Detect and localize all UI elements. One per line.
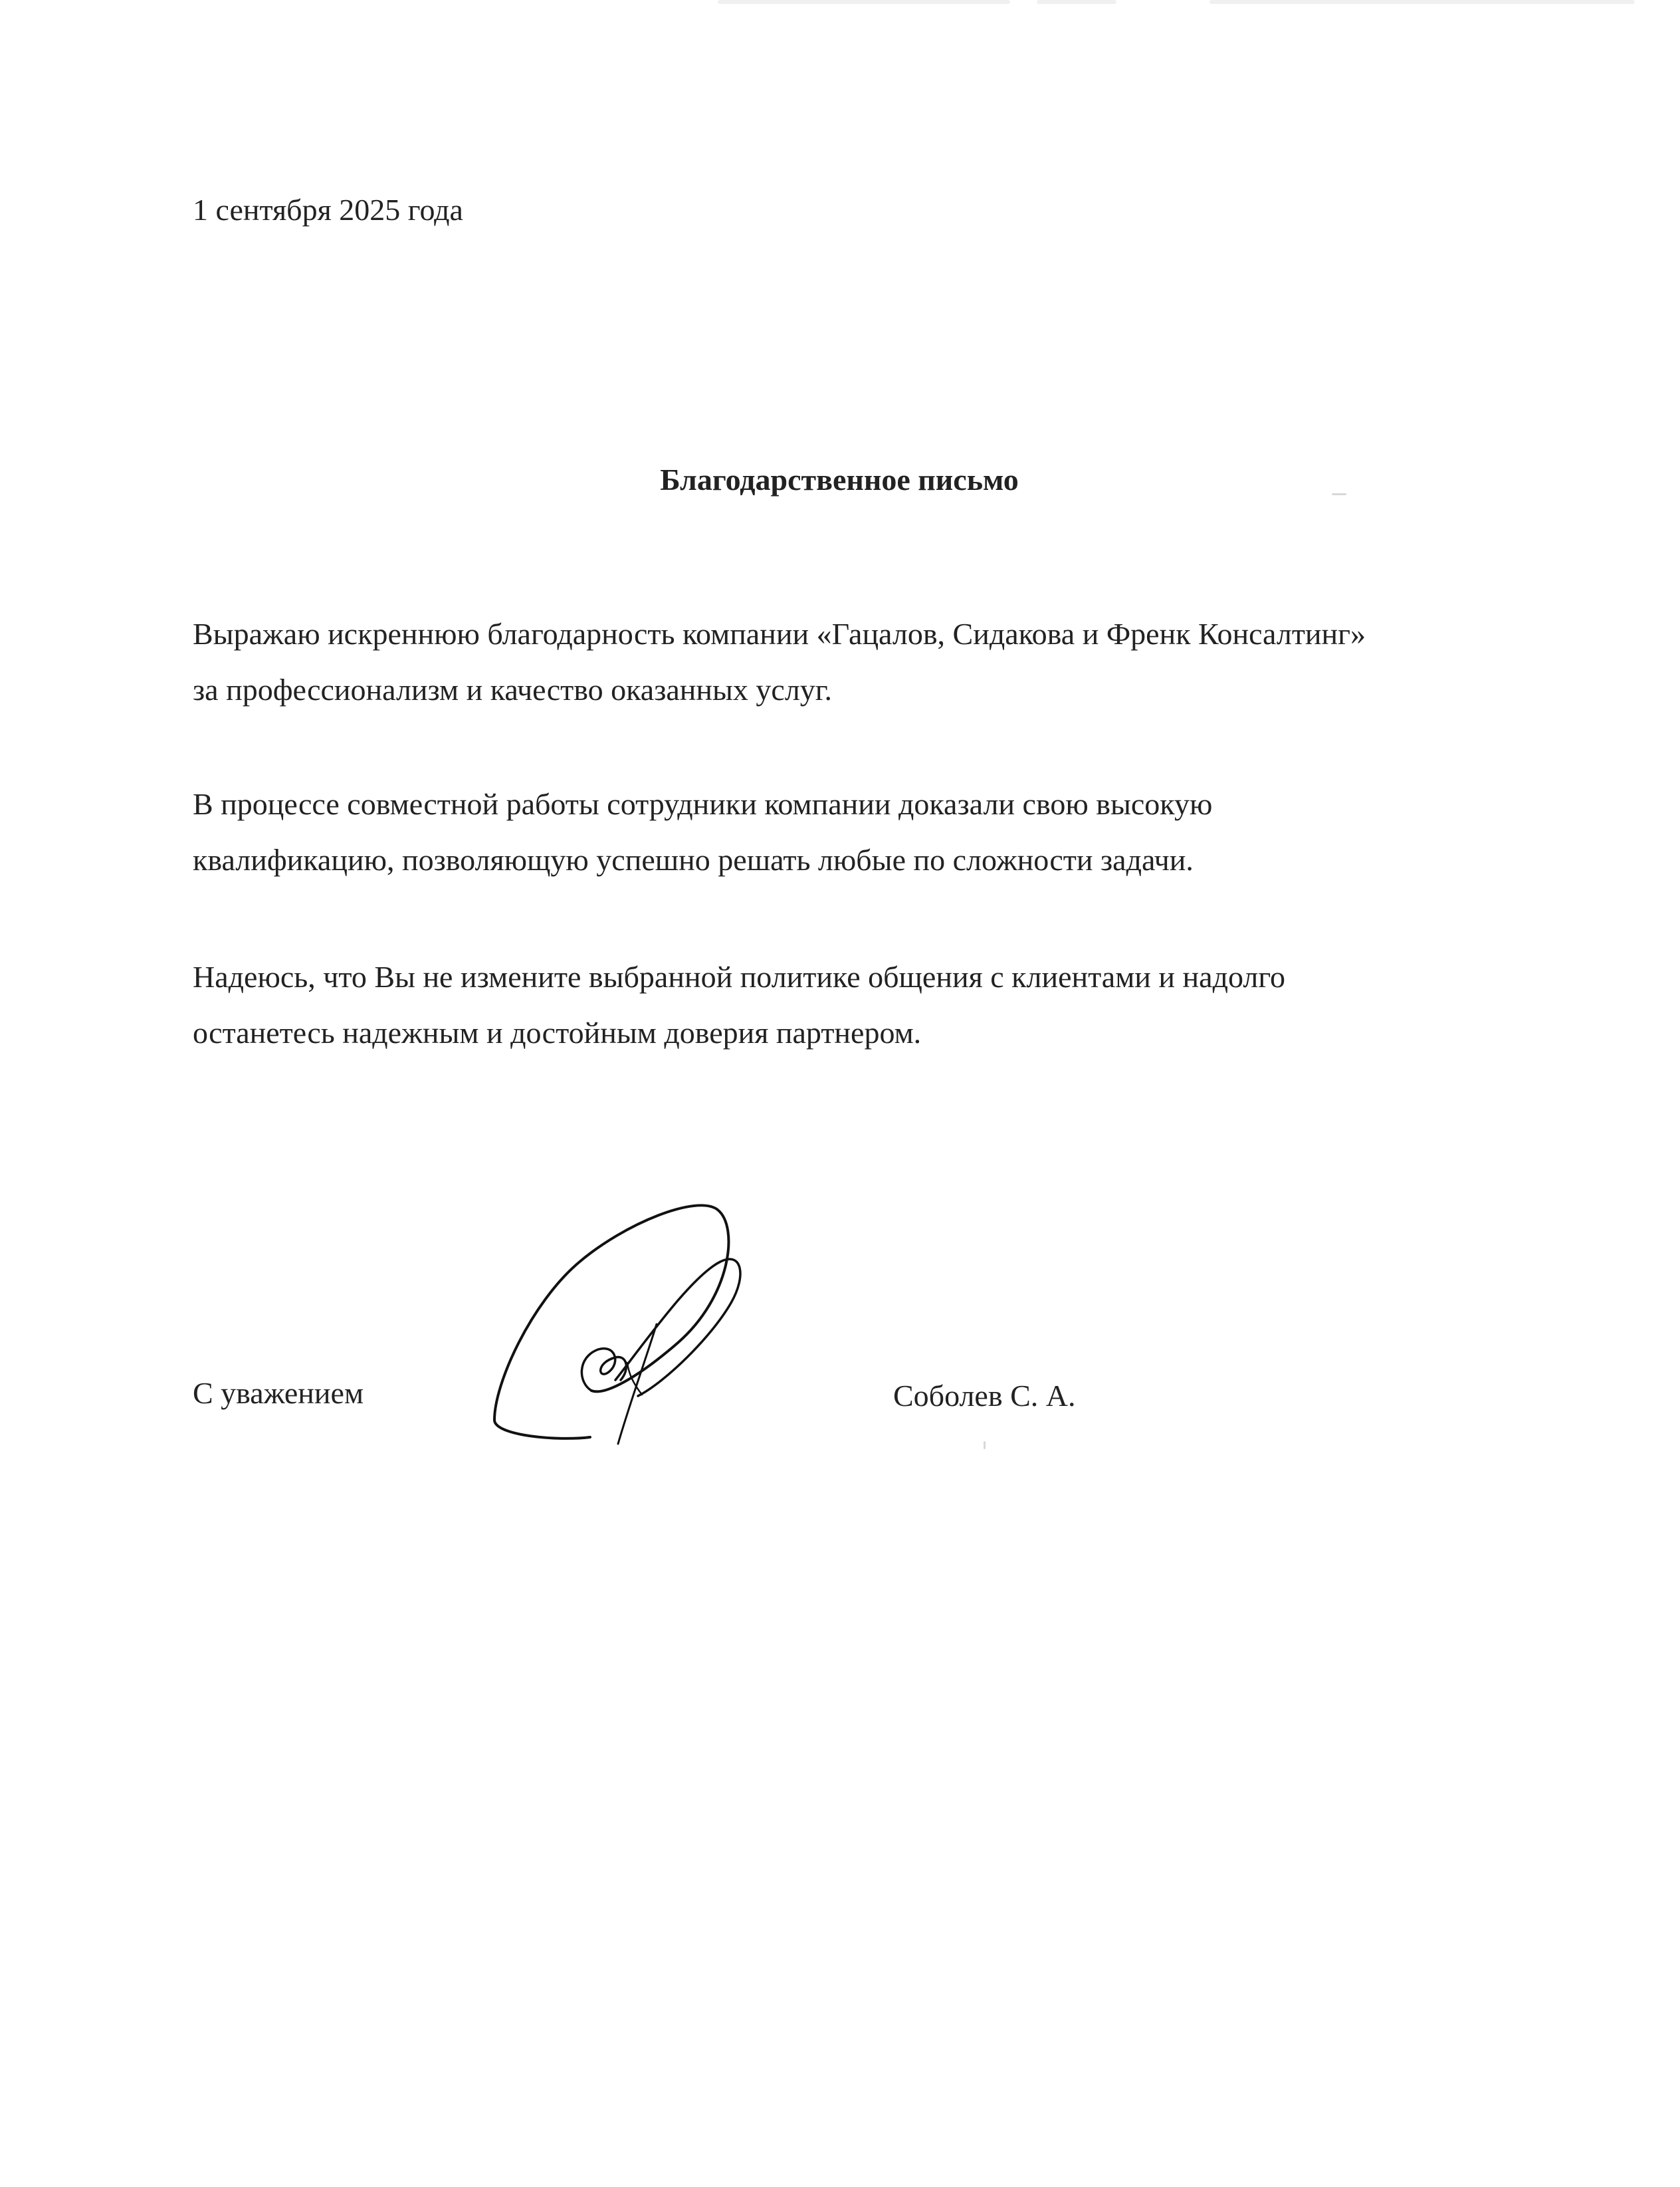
signature-stroke-descender [618,1324,657,1444]
letter-title [0,460,1680,500]
letter-title-text: Благодарственное письмо [660,463,1019,497]
paragraph-2-line-2: квалификацию, позволяющую успешно решать любые по сложности задачи. [193,843,1194,877]
handwritten-signature [478,1183,791,1462]
letter-closing: С уважением [193,1376,364,1410]
paragraph-3-line-1: Надеюсь, что Вы не измените выбранной политике общения с клиентами и надолго [193,960,1286,994]
signature-stroke-loop [494,1205,728,1439]
letter-date: 1 сентября 2025 года [193,193,463,227]
signer-name: Соболев С. А. [893,1379,1076,1413]
paragraph-3-line-2: останетесь надежным и достойным доверия партнером. [193,1016,922,1050]
paragraph-2-line-1: В процессе совместной работы сотрудники компании доказали свою высокую [193,787,1213,821]
scan-speck [984,1441,986,1449]
paragraph-1-line-2: за профессионализм и качество оказанных услуг. [193,673,832,707]
scan-artifact [718,0,1010,4]
scan-artifact [1209,0,1635,4]
scan-artifact [1037,0,1116,4]
paragraph-1-line-1: Выражаю искреннюю благодарность компании «Гацалов, Сидакова и Френк Консалтинг» [193,617,1366,651]
